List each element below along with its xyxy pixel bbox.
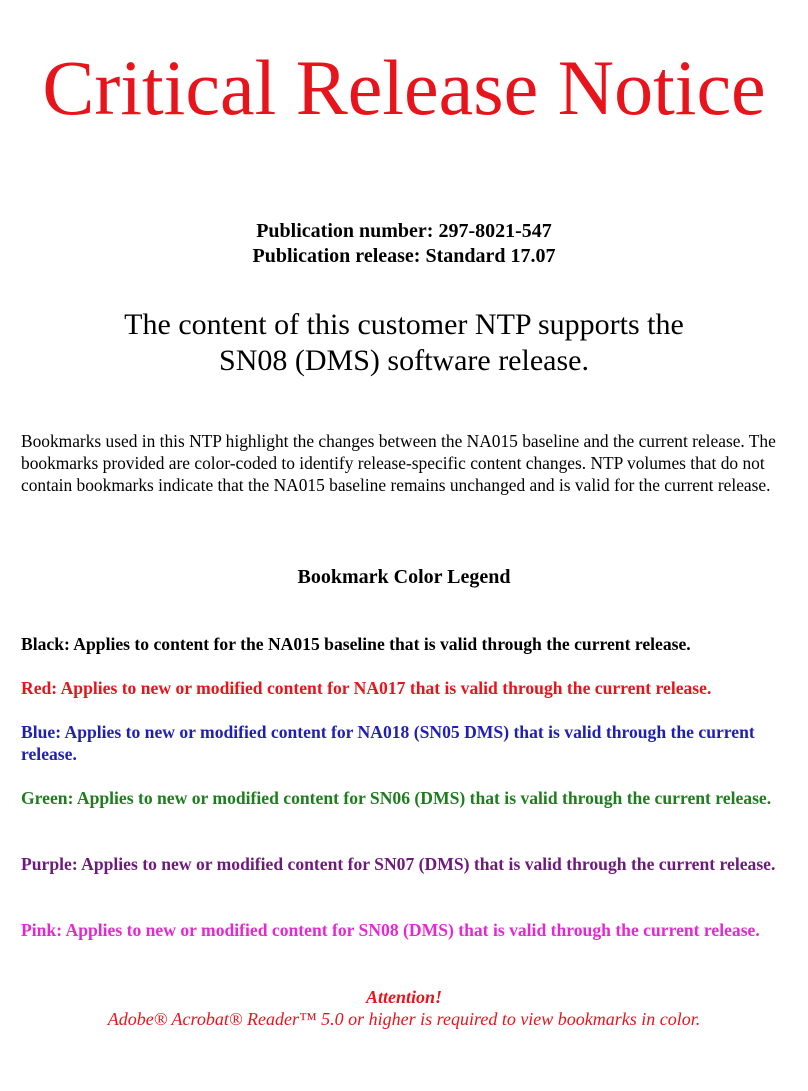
support-line-1: The content of this customer NTP supports the — [124, 308, 684, 341]
legend-item-red: Red: Applies to new or modified content for NA017 that is valid through the current release. — [21, 678, 712, 698]
support-statement — [0, 307, 808, 379]
attention-notice — [0, 986, 808, 1030]
legend-item-black: Black: Applies to content for the NA015 baseline that is valid through the current release. — [21, 634, 691, 654]
support-line-2: SN08 (DMS) software release. — [219, 344, 589, 377]
attention-heading: Attention! — [365, 987, 443, 1007]
legend-item-pink: Pink: Applies to new or modified content for SN08 (DMS) that is valid through the current release. — [21, 920, 760, 940]
publication-release: Publication release: Standard 17.07 — [252, 245, 556, 267]
legend-item-purple: Purple: Applies to new or modified content for SN07 (DMS) that is valid through the current release. — [21, 854, 776, 874]
page-title: Critical Release Notice — [42, 44, 766, 131]
publication-number: Publication number: 297-8021-547 — [256, 220, 552, 242]
legend-item-green: Green: Applies to new or modified content for SN06 (DMS) that is valid through the current release. — [21, 788, 772, 808]
attention-text: Adobe® Acrobat® Reader™ 5.0 or higher is required to view bookmarks in color. — [107, 1009, 701, 1029]
legend-item-blue: Blue: Applies to new or modified content for NA018 (SN05 DMS) that is valid through the current release. — [21, 722, 755, 764]
intro-paragraph: Bookmarks used in this NTP highlight the changes between the NA015 baseline and the current release. The bookmarks provided are color-coded to identify release-specific content changes. NTP volumes that do not contain bookmarks indicate that the NA015 baseline remains unchanged and is valid for the current release. — [21, 431, 776, 495]
legend-heading: Bookmark Color Legend — [297, 566, 511, 588]
publication-info — [0, 219, 808, 269]
